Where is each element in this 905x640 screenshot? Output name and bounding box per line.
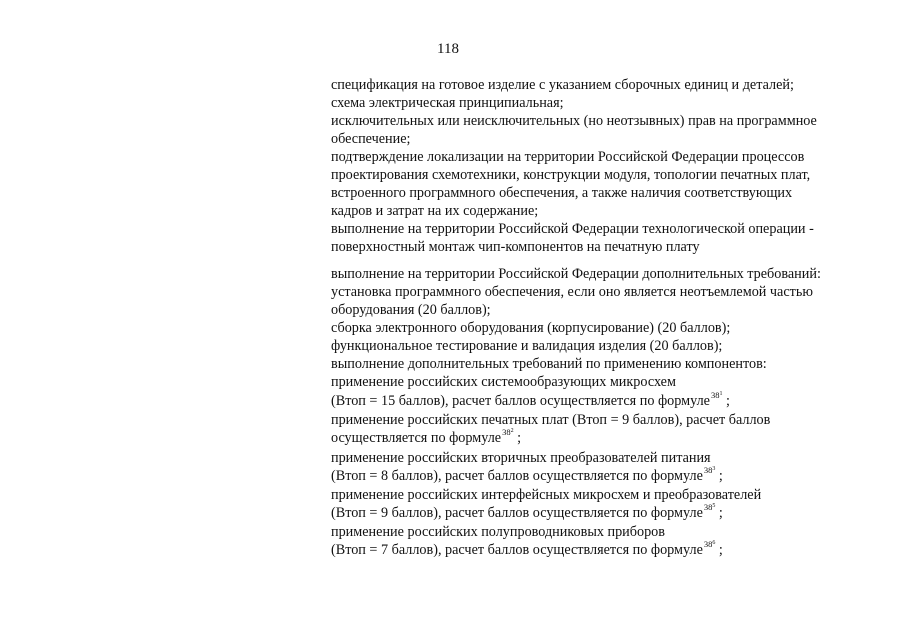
text-line: выполнение на территории Российской Федерации технологической операции - (331, 221, 814, 237)
formula-text: применение российских интерфейсных микросхем и преобразователей (331, 487, 762, 503)
formula-reference: 385 (703, 502, 716, 512)
text-line: функциональное тестирование и валидация изделия (20 баллов); (331, 338, 723, 354)
formula-line (331, 411, 770, 429)
formula-line (331, 467, 723, 488)
formula-text: осуществляется по формуле (331, 430, 502, 446)
text-line: проектирования схемотехники, конструкции модуля, топологии печатных плат, (331, 167, 811, 183)
text-line: сборка электронного оборудования (корпусирование) (20 баллов); (331, 320, 731, 336)
formula-text: (Втоп = 8 баллов), расчет баллов осуществляется по формуле (331, 468, 703, 484)
formula-tail: ; (715, 542, 723, 558)
text-line: оборудования (20 баллов); (331, 302, 491, 318)
formula-text: (Втоп = 15 баллов), расчет баллов осуществляется по формуле (331, 393, 710, 409)
text-line: кадров и затрат на их содержание; (331, 203, 539, 219)
text-line: исключительных или неисключительных (но неотзывных) прав на программное (331, 113, 817, 129)
text-line: схема электрическая принципиальная; (331, 95, 564, 111)
formula-line (331, 429, 521, 450)
text-line: выполнение дополнительных требований по применению компонентов: (331, 356, 767, 372)
formula-text: (Втоп = 9 баллов), расчет баллов осуществляется по формуле (331, 505, 703, 521)
formula-reference: 386 (703, 539, 716, 549)
text-line: установка программного обеспечения, если оно является неотъемлемой частью (331, 284, 813, 300)
formula-line (331, 486, 761, 504)
text-line: применение российских системообразующих микросхем (331, 374, 676, 390)
formula-line (331, 541, 723, 562)
page-number: 118 (437, 41, 459, 57)
formula-text: применение российских вторичных преобразователей питания (331, 450, 711, 466)
text-line: встроенного программного обеспечения, а также наличия соответствующих (331, 185, 793, 201)
formula-tail: ; (715, 505, 723, 521)
formula-line (331, 504, 723, 525)
formula-reference: 381 (710, 390, 723, 400)
formula-text: применение российских полупроводниковых приборов (331, 524, 665, 540)
formula-tail: ; (722, 393, 730, 409)
formula-text: применение российских печатных плат (Втоп = 9 баллов), расчет баллов (331, 412, 771, 428)
formula-tail: ; (513, 430, 522, 446)
formula-line (331, 523, 665, 541)
formula-line (331, 449, 711, 467)
text-line: спецификация на готовое изделие с указанием сборочных единиц и деталей; (331, 77, 794, 93)
formula-tail: ; (715, 468, 723, 484)
text-line: обеспечение; (331, 131, 411, 147)
formula-reference: 382 (502, 427, 514, 437)
text-line: выполнение на территории Российской Федерации дополнительных требований: (331, 266, 821, 282)
text-line: подтверждение локализации на территории Российской Федерации процессов (331, 149, 805, 165)
formula-line (331, 392, 730, 413)
formula-text: (Втоп = 7 баллов), расчет баллов осуществляется по формуле (331, 542, 703, 558)
text-line: поверхностный монтаж чип-компонентов на печатную плату (331, 239, 700, 255)
formula-reference: 383 (703, 465, 716, 475)
